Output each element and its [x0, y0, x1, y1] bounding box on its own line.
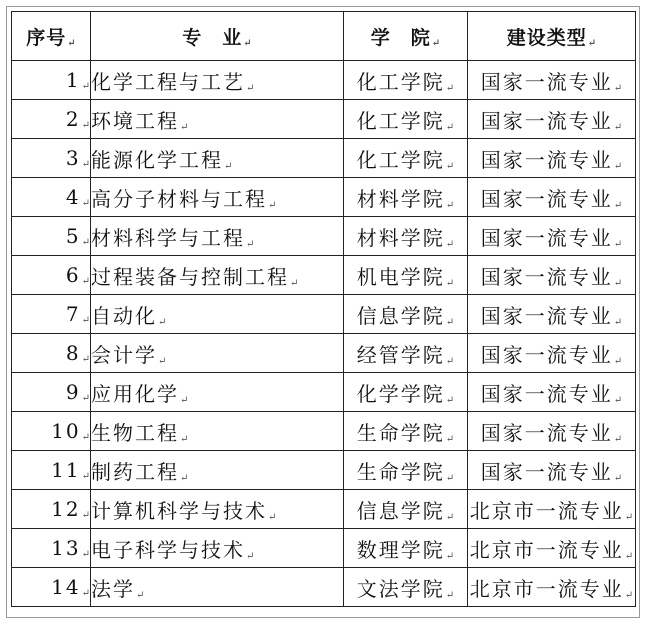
cell-type: 国家一流专业↵ [468, 139, 636, 178]
paragraph-mark-icon: ↵ [81, 120, 90, 131]
paragraph-mark-icon: ↵ [81, 354, 90, 365]
table-row [12, 568, 636, 607]
cell-major: 生物工程↵ [91, 412, 344, 451]
header-school: 学 院↵ [344, 12, 468, 61]
cell-no: 13↵ [12, 529, 91, 568]
majors-table [11, 11, 636, 607]
paragraph-mark-icon: ↵ [431, 37, 441, 49]
table-row [12, 451, 636, 490]
paragraph-mark-icon: ↵ [246, 238, 255, 250]
cell-major: 应用化学↵ [91, 373, 344, 412]
paragraph-mark-icon: ↵ [180, 472, 189, 484]
cell-type: 国家一流专业↵ [468, 178, 636, 217]
paragraph-mark-icon: ↵ [613, 433, 623, 445]
cell-no: 12↵ [12, 490, 91, 529]
paragraph-mark-icon: ↵ [613, 316, 623, 328]
cell-type: 北京市一流专业↵ [468, 529, 636, 568]
header-type: 建设类型↵ [468, 12, 636, 61]
cell-no: 14↵ [12, 568, 91, 607]
cell-school: 生命学院↵ [344, 451, 468, 490]
table-body [12, 61, 636, 607]
cell-type: 国家一流专业↵ [468, 451, 636, 490]
paragraph-mark-icon: ↵ [613, 472, 623, 484]
paragraph-mark-icon: ↵ [613, 355, 623, 367]
paragraph-mark-icon: ↵ [158, 316, 167, 328]
cell-school: 经管学院↵ [344, 334, 468, 373]
cell-no: 11↵ [12, 451, 91, 490]
table-row [12, 529, 636, 568]
cell-no: 3↵ [12, 139, 91, 178]
cell-school: 生命学院↵ [344, 412, 468, 451]
table-row [12, 139, 636, 178]
paragraph-mark-icon: ↵ [445, 433, 455, 445]
paragraph-mark-icon: ↵ [158, 355, 167, 367]
cell-major: 计算机科学与技术↵ [91, 490, 344, 529]
paragraph-mark-icon: ↵ [445, 589, 455, 601]
paragraph-mark-icon: ↵ [81, 237, 90, 248]
paragraph-mark-icon: ↵ [613, 160, 623, 172]
cell-school: 化工学院↵ [344, 61, 468, 100]
cell-school: 化工学院↵ [344, 139, 468, 178]
paragraph-mark-icon: ↵ [445, 511, 455, 523]
table-row [12, 100, 636, 139]
cell-major: 化学工程与工艺↵ [91, 61, 344, 100]
paragraph-mark-icon: ↵ [445, 355, 455, 367]
cell-no: 8↵ [12, 334, 91, 373]
paragraph-mark-icon: ↵ [67, 37, 76, 49]
cell-major: 高分子材料与工程↵ [91, 178, 344, 217]
header-no: 序号↵ [12, 12, 91, 61]
table-row [12, 217, 636, 256]
paragraph-mark-icon: ↵ [624, 589, 634, 601]
paragraph-mark-icon: ↵ [81, 549, 90, 560]
cell-school: 材料学院↵ [344, 217, 468, 256]
cell-major: 环境工程↵ [91, 100, 344, 139]
paragraph-mark-icon: ↵ [445, 238, 455, 250]
cell-school: 化学学院↵ [344, 373, 468, 412]
paragraph-mark-icon: ↵ [587, 37, 597, 49]
table-row [12, 256, 636, 295]
table-row [12, 334, 636, 373]
paragraph-mark-icon: ↵ [624, 511, 634, 523]
paragraph-mark-icon: ↵ [81, 471, 90, 482]
paragraph-mark-icon: ↵ [243, 37, 252, 49]
cell-no: 10↵ [12, 412, 91, 451]
cell-no: 5↵ [12, 217, 91, 256]
paragraph-mark-icon: ↵ [81, 276, 90, 287]
cell-type: 国家一流专业↵ [468, 217, 636, 256]
paragraph-mark-icon: ↵ [224, 160, 233, 172]
cell-no: 2↵ [12, 100, 91, 139]
paragraph-mark-icon: ↵ [180, 433, 189, 445]
paragraph-mark-icon: ↵ [81, 315, 90, 326]
table-row [12, 373, 636, 412]
table-row [12, 412, 636, 451]
paragraph-mark-icon: ↵ [613, 82, 623, 94]
cell-school: 材料学院↵ [344, 178, 468, 217]
cell-school: 文法学院↵ [344, 568, 468, 607]
paragraph-mark-icon: ↵ [445, 550, 455, 562]
cell-major: 会计学↵ [91, 334, 344, 373]
paragraph-mark-icon: ↵ [445, 316, 455, 328]
paragraph-mark-icon: ↵ [81, 81, 90, 92]
paragraph-mark-icon: ↵ [613, 199, 623, 211]
cell-major: 电子科学与技术↵ [91, 529, 344, 568]
header-major: 专 业↵ [91, 12, 344, 61]
paragraph-mark-icon: ↵ [81, 588, 90, 599]
cell-major: 材料科学与工程↵ [91, 217, 344, 256]
paragraph-mark-icon: ↵ [180, 394, 189, 406]
cell-school: 信息学院↵ [344, 490, 468, 529]
cell-type: 北京市一流专业↵ [468, 490, 636, 529]
paragraph-mark-icon: ↵ [613, 277, 623, 289]
paragraph-mark-icon: ↵ [445, 160, 455, 172]
paragraph-mark-icon: ↵ [445, 121, 455, 133]
cell-school: 机电学院↵ [344, 256, 468, 295]
table-row [12, 490, 636, 529]
paragraph-mark-icon: ↵ [613, 238, 623, 250]
table-row [12, 295, 636, 334]
cell-type: 国家一流专业↵ [468, 100, 636, 139]
cell-type: 国家一流专业↵ [468, 334, 636, 373]
cell-no: 4↵ [12, 178, 91, 217]
table-row [12, 61, 636, 100]
cell-major: 法学↵ [91, 568, 344, 607]
paragraph-mark-icon: ↵ [81, 159, 90, 170]
paragraph-mark-icon: ↵ [246, 82, 255, 94]
paragraph-mark-icon: ↵ [268, 511, 277, 523]
cell-no: 9↵ [12, 373, 91, 412]
cell-no: 1↵ [12, 61, 91, 100]
header-row [12, 12, 636, 61]
paragraph-mark-icon: ↵ [268, 199, 277, 211]
cell-type: 国家一流专业↵ [468, 373, 636, 412]
cell-school: 信息学院↵ [344, 295, 468, 334]
paragraph-mark-icon: ↵ [445, 199, 455, 211]
paragraph-mark-icon: ↵ [613, 121, 623, 133]
paragraph-mark-icon: ↵ [290, 277, 299, 289]
cell-type: 国家一流专业↵ [468, 295, 636, 334]
paragraph-mark-icon: ↵ [445, 472, 455, 484]
cell-no: 7↵ [12, 295, 91, 334]
paragraph-mark-icon: ↵ [81, 432, 90, 443]
paragraph-mark-icon: ↵ [624, 550, 634, 562]
cell-major: 制药工程↵ [91, 451, 344, 490]
cell-school: 化工学院↵ [344, 100, 468, 139]
paragraph-mark-icon: ↵ [81, 393, 90, 404]
table-row [12, 178, 636, 217]
cell-school: 数理学院↵ [344, 529, 468, 568]
paragraph-mark-icon: ↵ [81, 198, 90, 209]
paragraph-mark-icon: ↵ [246, 550, 255, 562]
paragraph-mark-icon: ↵ [445, 277, 455, 289]
cell-major: 过程装备与控制工程↵ [91, 256, 344, 295]
cell-type: 北京市一流专业↵ [468, 568, 636, 607]
cell-major: 自动化↵ [91, 295, 344, 334]
cell-major: 能源化学工程↵ [91, 139, 344, 178]
cell-type: 国家一流专业↵ [468, 61, 636, 100]
paragraph-mark-icon: ↵ [445, 394, 455, 406]
cell-no: 6↵ [12, 256, 91, 295]
cell-type: 国家一流专业↵ [468, 256, 636, 295]
paragraph-mark-icon: ↵ [180, 121, 189, 133]
paragraph-mark-icon: ↵ [445, 82, 455, 94]
paragraph-mark-icon: ↵ [136, 589, 145, 601]
cell-type: 国家一流专业↵ [468, 412, 636, 451]
paragraph-mark-icon: ↵ [613, 394, 623, 406]
paragraph-mark-icon: ↵ [81, 510, 90, 521]
